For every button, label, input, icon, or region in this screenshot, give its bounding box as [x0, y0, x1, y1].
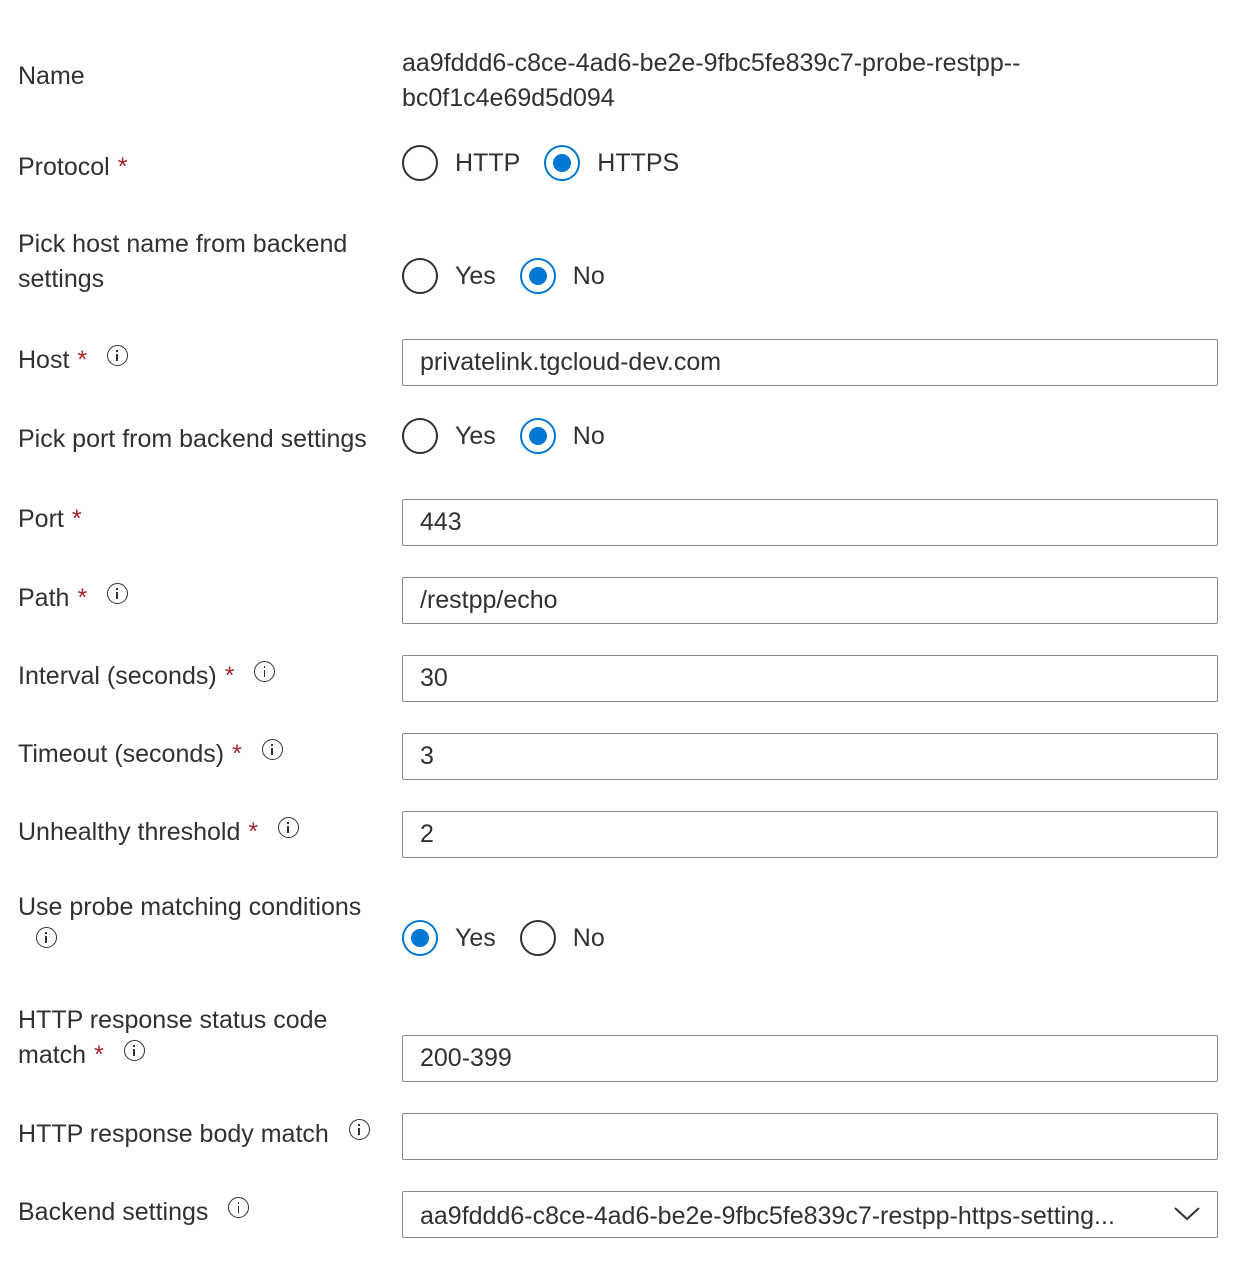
radio-label: Yes — [455, 923, 496, 952]
required-asterisk: * — [94, 1041, 104, 1069]
pick-host-radio-group — [402, 256, 605, 296]
matching-radio-group — [402, 918, 605, 958]
radio-circle-icon — [402, 258, 438, 294]
info-icon[interactable] — [349, 1119, 370, 1140]
radio-circle-icon — [402, 145, 438, 181]
radio-selected-icon — [544, 145, 580, 181]
host-input[interactable]: privatelink.tgcloud-dev.com — [402, 339, 1218, 386]
name-value-line2: bc0f1c4e69d5d094 — [402, 84, 615, 112]
timeout-label — [18, 737, 388, 772]
port-label-text: Port — [18, 505, 64, 533]
protocol-label-text: Protocol — [18, 153, 110, 181]
timeout-input[interactable]: 3 — [402, 733, 1218, 780]
required-asterisk: * — [77, 346, 88, 374]
name-value-line1: aa9fddd6-c8ce-4ad6-be2e-9fbc5fe839c7-probe-restpp-- — [402, 49, 1021, 77]
protocol-http-radio[interactable] — [402, 145, 520, 181]
backend-settings-dropdown[interactable] — [402, 1191, 1218, 1238]
required-asterisk: * — [224, 662, 235, 690]
pick-port-label: Pick port from backend settings — [18, 425, 367, 453]
interval-input[interactable]: 30 — [402, 655, 1218, 702]
radio-circle-icon — [402, 418, 438, 454]
info-icon[interactable] — [254, 661, 275, 682]
timeout-label-text: Timeout (seconds) — [18, 740, 225, 768]
radio-label: HTTPS — [597, 148, 680, 177]
path-label-text: Path — [18, 584, 70, 612]
pick-host-label: Pick host name from backend settings — [18, 230, 348, 293]
radio-selected-icon — [520, 418, 556, 454]
protocol-https-radio[interactable] — [544, 145, 679, 181]
unhealthy-threshold-input[interactable]: 2 — [402, 811, 1218, 858]
pick-host-yes-radio[interactable] — [402, 258, 496, 294]
backend-settings-selected-value: aa9fddd6-c8ce-4ad6-be2e-9fbc5fe839c7-restpp-https-setting... — [420, 1202, 1115, 1230]
matching-no-radio[interactable] — [520, 920, 605, 956]
backend-settings-label — [18, 1195, 388, 1230]
pick-port-no-radio[interactable] — [520, 418, 605, 454]
radio-label: Yes — [455, 261, 496, 290]
radio-circle-icon — [520, 920, 556, 956]
port-input[interactable]: 443 — [402, 499, 1218, 546]
interval-label-text: Interval (seconds) — [18, 662, 217, 690]
path-label — [18, 581, 388, 616]
info-icon[interactable] — [124, 1040, 145, 1061]
body-match-label — [18, 1117, 388, 1152]
matching-yes-radio[interactable] — [402, 920, 496, 956]
radio-label: No — [572, 261, 605, 290]
port-label — [18, 502, 388, 537]
chevron-down-icon — [1173, 1206, 1201, 1222]
host-label-text: Host — [18, 346, 70, 374]
required-asterisk: * — [71, 505, 82, 533]
required-asterisk: * — [248, 818, 259, 846]
host-label — [18, 343, 388, 378]
interval-label — [18, 659, 388, 694]
info-icon[interactable] — [107, 345, 128, 366]
protocol-radio-group — [402, 143, 679, 183]
radio-selected-icon — [520, 258, 556, 294]
status-code-label-line2: match — [18, 1041, 87, 1069]
status-code-input[interactable]: 200-399 — [402, 1035, 1218, 1082]
matching-label — [18, 890, 388, 960]
required-asterisk: * — [232, 740, 242, 768]
info-icon[interactable] — [278, 817, 299, 838]
name-label: Name — [18, 62, 85, 90]
unhealthy-threshold-label-text: Unhealthy threshold — [18, 818, 241, 846]
backend-settings-label-text: Backend settings — [18, 1198, 209, 1226]
required-asterisk: * — [117, 153, 128, 181]
status-code-label — [18, 1003, 388, 1073]
radio-label: Yes — [455, 421, 496, 450]
pick-host-no-radio[interactable] — [520, 258, 605, 294]
pick-port-radio-group — [402, 416, 605, 456]
path-input[interactable]: /restpp/echo — [402, 577, 1218, 624]
body-match-input[interactable] — [402, 1113, 1218, 1160]
matching-label-text: Use probe matching conditions — [18, 893, 362, 921]
radio-selected-icon — [402, 920, 438, 956]
info-icon[interactable] — [36, 927, 57, 948]
info-icon[interactable] — [262, 739, 283, 760]
radio-label: No — [572, 421, 605, 450]
protocol-label — [18, 150, 388, 185]
info-icon[interactable] — [107, 583, 128, 604]
status-code-label-line1: HTTP response status code — [18, 1006, 328, 1034]
info-icon[interactable] — [228, 1197, 249, 1218]
unhealthy-threshold-label — [18, 815, 388, 850]
radio-label: HTTP — [455, 148, 521, 177]
pick-port-yes-radio[interactable] — [402, 418, 496, 454]
body-match-label-text: HTTP response body match — [18, 1120, 329, 1148]
name-value — [402, 46, 1020, 116]
required-asterisk: * — [77, 584, 88, 612]
radio-label: No — [572, 923, 605, 952]
